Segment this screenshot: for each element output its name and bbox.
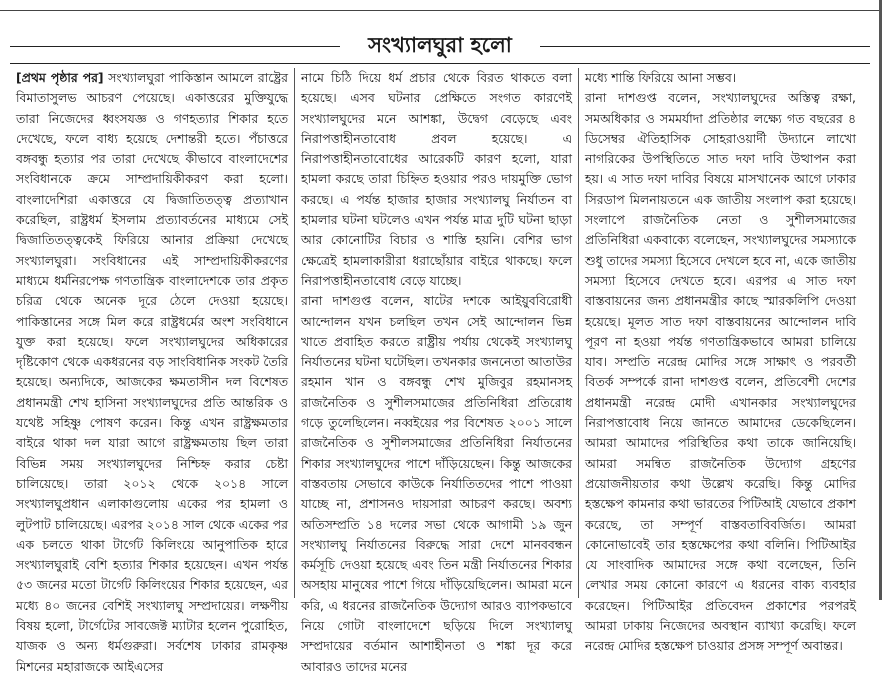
article-title: সংখ্যালঘুরা হলো (368, 32, 512, 57)
title-rule-left (10, 46, 340, 47)
paragraph: রানা দাশগুপ্ত বলেন, ষাটের দশকে আইয়ুববিরোধী আন্দোলন যখন চলছিল তখন সেই আন্দোলন ভিন্ন খাতে প্রবাহিত করতে রাষ্ট্রীয় পর্যায় থেকেই সংখ্যালঘু নির্যাতনের ঘটনা ঘটেছিল। তখনকার জননেতা আতাউর রহমান খান ও বঙ্গবন্ধু শেখ মুজিবুর রহমানসহ রাজনৈতিক ও সুশীলসমাজের প্রতিনিধিরা প্রতিরোধ গড়ে তুলেছিলেন। নব্বইয়ের পর বিশেষত ২০০১ সালে রাজনৈতিক ও সুশীলসমাজের প্রতিনিধিরা নির্যাতনের শিকার সংখ্যালঘুদের পাশে দাঁড়িয়েছেন। কিন্তু আজকের বাস্তবতায় সেভাবে কাউকে নির্যাতিতদের পাশে পাওয়া যাচ্ছে না, প্রশাসনও দায়সারা আচরণ করছে। অবশ্য অতিসম্প্রতি ১৪ দলের সভা থেকে আগামী ১৯ জুন সংখ্যালঘু নির্যাতনের বিরুদ্ধে সারা দেশে মানববন্ধন কর্মসূচি দেওয়া হয়েছে এবং তিন মন্ত্রী নির্যাতনের শিকার অসহায় মানুষের পাশে গিয়ে দাঁড়িয়েছিলেন। আমরা মনে করি, এ ধরনের রাজনৈতিক উদ্যোগ আরও ব্যাপকভাবে নিয়ে গোটা বাংলাদেশে ছড়িয়ে দিলে সংখ্যালঘু সম্প্রদায়ের বর্তমান আশাহীনতা ও শঙ্কা দূর করে আবারও তাদের মনের (301, 293, 572, 674)
title-rule-bottom (10, 63, 870, 64)
paragraph: নামে চিঠি দিয়ে ধর্ম প্রচার থেকে বিরত থাকতে বলা হয়েছে। এসব ঘটনার প্রেক্ষিতে সংগত কারণেই সংখ্যালঘুদের মনে আশঙ্কা, উদ্বেগ বেড়েছে এবং নিরাপত্তাহীনতাবোধ প্রবল হয়েছে। এ নিরাপত্তাহীনতাবোধের আরেকটি কারণ হলো, যারা হামলা করছে তারা চিহ্নিত হওয়ার পরও দায়মুক্তি ভোগ করছে। এ পর্যন্ত হাজার হাজার সংখ্যালঘু নির্যাতন বা হামলার ঘটনা ঘটলেও এখন পর্যন্ত মাত্র দুটি ঘটনা ছাড়া আর কোনোটির বিচার ও শাস্তি হয়নি। বেশির ভাগ ক্ষেত্রেই হামলাকারীরা ধরাছোঁয়ার বাইরে থাকছে। ফলে নিরাপত্তাহীনতাবোধ বেড়ে যাচ্ছে। (301, 70, 572, 288)
title-rule-right (540, 46, 870, 47)
article-column-2 (294, 68, 578, 674)
previous-page-strip (0, 0, 882, 11)
article-title-bar (10, 30, 870, 64)
paragraph-text: সংখ্যালঘুরা পাকিস্তান আমলে রাষ্ট্রের বিমাতাসুলভ আচরণ পেয়েছে। একাত্তরের মুক্তিযুদ্ধে তারা নিজেদের ধ্বংসযজ্ঞ ও গণহত্যার শিকার হতে দেখেছে, ফলে বাধ্য হয়েছে দেশান্তরী হতে। পঁচাত্তরে বঙ্গবন্ধু হত্যার পর তারা দেখেছে কীভাবে বাংলাদেশের সংবিধানকে ক্রমে সাম্প্রদায়িকীকরণ করা হলো। বাংলাদেশিরা একাত্তরে যে দ্বিজাতিতত্ত্ব প্রত্যাখান করেছিল, রাষ্ট্রধর্ম ইসলাম প্রত্যাবর্তনের মাধ্যমে সেই দ্বিজাতিতত্ত্বকেই ফিরিয়ে আনার প্রক্রিয়া দেখেছে সংখ্যালঘুরা। সংবিধানের এই সাম্প্রদায়িকীকরণের মাধ্যমে ধর্মনিরপেক্ষ গণতান্ত্রিক বাংলাদেশকে তার প্রকৃত চরিত্র থেকে অনেক দূরে ঠেলে দেওয়া হয়েছে। পাকিস্তানের সঙ্গে মিল করে রাষ্ট্রধর্মের অংশ সংবিধানে যুক্ত করা হয়েছে। ফলে সংখ্যালঘুদের অধিকারের দৃষ্টিকোণ থেকে একধরনের বড় সাংবিধানিক সংকট তৈরি হয়েছে। অন্যদিকে, আজকের ক্ষমতাসীন দল বিশেষত প্রধানমন্ত্রী শেখ হাসিনা সংখ্যালঘুদের প্রতি আন্তরিক ও যথেষ্ট সহিষ্ণু পোষণ করেন। কিন্তু এখন রাষ্ট্রক্ষমতার বাইরে থাকা দল যারা আগে রাষ্ট্রক্ষমতায় ছিল তারা বিভিন্ন সময় সংখ্যালঘুদের নিশ্চিহ্ন করার চেষ্টা চালিয়েছে। তারা ২০১২ থেকে ২০১৪ সালে সংখ্যালঘুপ্রধান এলাকাগুলোয় একের পর হামলা ও লুটপাট চালিয়েছে। এরপর ২০১৪ সাল থেকে একের পর এক চলতে থাকা টার্গেট কিলিংয়ে আনুপাতিক হারে সংখ্যালঘুরাই বেশি হত্যার শিকার হয়েছেন। এখন পর্যন্ত ৫৩ জনের মতো টার্গেট কিলিংয়ের শিকার হয়েছেন, এর মধ্যে ৪০ জনের বেশিই সংখ্যালঘু সম্প্রদায়ের। লক্ষণীয় বিষয় হলো, টার্গেটের সাবজেক্ট ম্যাটার হলেন পুরোহিত, যাজক ও অন্য ধর্মগুরুরা। সর্বশেষ ঢাকার রামকৃষ্ণ মিশনের মহারাজকে আইএসের (16, 70, 288, 674)
article-body (10, 68, 875, 674)
paragraph: রানা দাশগুপ্ত বলেন, সংখ্যালঘুদের অস্তিত্ব রক্ষা, সমঅধিকার ও সমমর্যাদা প্রতিষ্ঠার লক্ষ্যে গত বছরের ৪ ডিসেম্বর ঐতিহাসিক সোহরাওয়ার্দী উদ্যানে লাখো নাগরিকের উপস্থিতিতে সাত দফা দাবি উত্থাপন করা হয়। এ সাত দফা দাবির বিষয়ে মাসখানেক আগে ঢাকার সিরডাপ মিলনায়তনে এক জাতীয় সংলাপ করা হয়েছে। সংলাপে রাজনৈতিক নেতা ও সুশীলসমাজের প্রতিনিধিরা একবাক্যে বলেছেন, সংখ্যালঘুদের সমস্যাকে শুধু তাদের সমস্যা হিসেবে দেখলে হবে না, একে জাতীয় সমস্যা হিসেবে দেখতে হবে। এরপর এ সাত দফা বাস্তবায়নের জন্য প্রধানমন্ত্রীর কাছে স্মারকলিপি দেওয়া হয়েছে। মূলত সাত দফা বাস্তবায়নের আন্দোলন দাবি পূরণ না হওয়া পর্যন্ত গণতান্ত্রিকভাবে আমরা চালিয়ে যাব। সম্প্রতি নরেন্দ্র মোদির সঙ্গে সাক্ষাৎ ও পরবর্তী বিতর্ক সম্পর্কে রানা দাশগুপ্ত বলেন, প্রতিবেশী দেশের প্রধানমন্ত্রী নরেন্দ্র মোদী এখানকার সংখ্যালঘুদের নিরাপত্তাবোধ নিয়ে জানতে আমাদের ডেকেছিলেন। আমরা আমাদের পরিস্থিতির কথা তাকে জানিয়েছি। আমরা সমন্বিত রাজনৈতিক উদ্যোগ গ্রহণের প্রয়োজনীয়তার কথা উল্লেখ করেছি। কিন্তু মোদির হস্তক্ষেপ কামনার কথা ভারতের পিটিআই যেভাবে প্রকাশ করেছে, তা সম্পূর্ণ বাস্তবতাবিবর্জিত। আমরা কোনোভাবেই তার হস্তক্ষেপের কথা বলিনি। পিটিআইর যে সাংবাদিক আমাদের সঙ্গে কথা বলেছেন, তিনি লেখার সময় কোনো কারণে এ ধরনের বাক্য ব্যবহার করেছেন। পিটিআইর প্রতিবেদন প্রকাশের পরপরই আমরা ঢাকায় নিজেদের অবস্থান ব্যাখ্যা করেছি। ফলে নরেন্দ্র মোদির হস্তক্ষেপ চাওয়ার প্রসঙ্গ সম্পূর্ণ অবান্তর। (585, 90, 856, 654)
article-column-3 (578, 68, 862, 654)
paragraph: মধ্যে শান্তি ফিরিয়ে আনা সম্ভব। (585, 70, 737, 85)
continued-from-label: [প্রথম পৃষ্ঠার পর] (16, 70, 104, 85)
article-column-1 (10, 68, 294, 674)
paragraph (16, 68, 288, 677)
